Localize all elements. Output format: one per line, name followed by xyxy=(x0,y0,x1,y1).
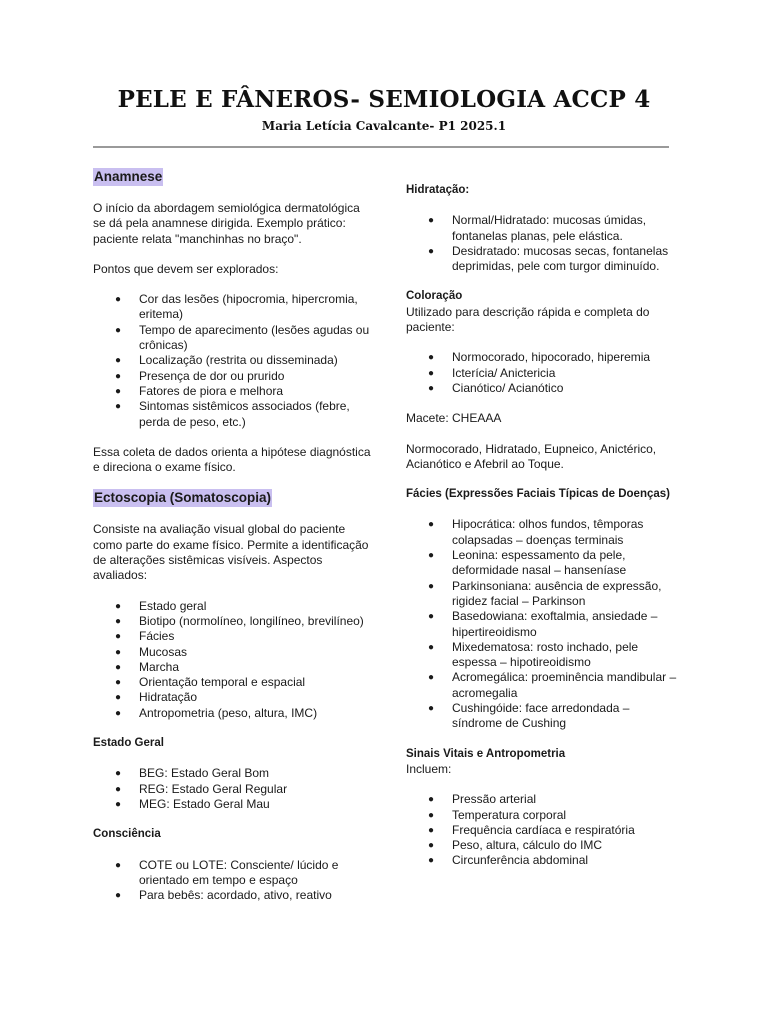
bullet-icon: ● xyxy=(115,677,122,689)
bullet-icon: ● xyxy=(428,611,435,623)
list-item: ● Circunferência abdominal xyxy=(428,853,589,868)
bullet-icon: ● xyxy=(115,890,122,902)
bullet-icon: ● xyxy=(428,824,435,836)
list-item: ● Estado geral xyxy=(115,598,207,613)
anamnese-intro: O início da abordagem semiológica dermatológica se dá pela anamnese dirigida. Exemplo prático: paciente relata "manchinhas no braço". xyxy=(93,201,360,246)
anamnese-outro: Essa coleta de dados orienta a hipótese diagnóstica e direciona o exame físico. xyxy=(93,444,371,475)
bullet-icon: ● xyxy=(115,646,122,658)
section-heading-ectoscopia: Ectoscopia (Somatoscopia) xyxy=(94,490,272,506)
subheading-estado-geral: Estado Geral xyxy=(93,737,164,750)
list-item: ● Orientação temporal e espacial xyxy=(115,675,306,690)
bullet-icon: ● xyxy=(115,661,122,673)
bullet-icon: ● xyxy=(115,324,122,336)
list-item: ● Para bebês: acordado, ativo, reativo xyxy=(115,888,332,903)
list-item: ● Mixedematosa: rosto inchado, pele espessa – hipotireoidismo xyxy=(428,639,639,670)
bullet-icon: ● xyxy=(115,707,122,719)
list-item: ● Biotipo (normolíneo, longilíneo, brevilíneo) xyxy=(115,613,364,628)
list-item: ● REG: Estado Geral Regular xyxy=(115,781,288,796)
bullet-icon: ● xyxy=(428,641,435,653)
right-column xyxy=(406,183,682,869)
list-item: ● Localização (restrita ou disseminada) xyxy=(115,353,338,368)
subheading-consciencia: Consciência xyxy=(93,828,161,841)
subheading-sinais-vitais: Sinais Vitais e Antropometria xyxy=(406,747,566,760)
list-item: ● Frequência cardíaca e respiratória xyxy=(428,822,635,837)
list-item: ● Acromegálica: proeminência mandibular – acromegalia xyxy=(428,670,677,700)
bullet-icon: ● xyxy=(115,783,122,795)
list-item: ● Parkinsoniana: ausência de expressão, rigidez facial – Parkinson xyxy=(428,578,662,608)
anamnese-points-label: Pontos que devem ser explorados: xyxy=(93,261,279,276)
document-subtitle: Maria Letícia Cavalcante- P1 2025.1 xyxy=(261,119,507,133)
list-item: ● Normocorado, hipocorado, hiperemia xyxy=(428,350,651,365)
list-item: ● Tempo de aparecimento (lesões agudas ou crônicas) xyxy=(115,322,370,353)
bullet-icon: ● xyxy=(428,703,435,715)
bullet-icon: ● xyxy=(115,859,122,871)
bullet-icon: ● xyxy=(428,794,435,806)
bullet-icon: ● xyxy=(428,367,435,379)
list-item: ● Cor das lesões (hipocromia, hipercromia, eritema) xyxy=(115,292,358,322)
list-item: ● Sintomas sistêmicos associados (febre, perda de peso, etc.) xyxy=(115,399,350,429)
bullet-icon: ● xyxy=(115,401,122,413)
bullet-icon: ● xyxy=(428,550,435,562)
ectoscopia-intro: Consiste na avaliação visual global do paciente como parte do exame físico. Permite a identificação de alterações sistêmicas visíveis. Aspectos avaliados: xyxy=(93,522,369,583)
list-item: ● Basedowiana: exoftalmia, ansiedade – hipertireoidismo xyxy=(428,609,658,639)
title-divider xyxy=(93,146,669,148)
bullet-icon: ● xyxy=(115,355,122,367)
list-item: ● Fácies xyxy=(115,629,175,644)
list-item: ● Leonina: espessamento da pele, deformidade nasal – hanseníase xyxy=(428,548,627,578)
list-item: ● Marcha xyxy=(115,659,180,674)
sinais-vitais-list xyxy=(406,792,682,868)
bullet-icon: ● xyxy=(428,215,435,227)
bullet-icon: ● xyxy=(428,672,435,684)
section-heading-anamnese: Anamnese xyxy=(94,169,163,184)
list-item: ● Antropometria (peso, altura, IMC) xyxy=(115,705,318,720)
bullet-icon: ● xyxy=(428,855,435,867)
bullet-icon: ● xyxy=(428,840,435,852)
bullet-icon: ● xyxy=(428,580,435,592)
anamnese-points-list xyxy=(93,292,373,430)
list-item: ● Hipocrática: olhos fundos, têmporas colapsadas – doenças terminais xyxy=(428,517,644,547)
bullet-icon: ● xyxy=(115,768,122,780)
hidratacao-list xyxy=(406,213,682,274)
list-item: ● Icterícia/ Anictericia xyxy=(428,365,556,380)
coloracao-list xyxy=(406,350,682,396)
list-item: ● MEG: Estado Geral Mau xyxy=(115,796,270,811)
list-item: ● Desidratado: mucosas secas, fontanelas deprimidas, pele com turgor diminuído. xyxy=(428,243,669,274)
document-title: PELE E FÂNEROS- SEMIOLOGIA ACCP 4 xyxy=(117,86,651,113)
bullet-icon: ● xyxy=(115,631,122,643)
coloracao-intro: Utilizado para descrição rápida e completa do paciente: xyxy=(406,304,650,335)
estado-geral-list xyxy=(93,766,373,812)
subheading-hidratacao: Hidratação: xyxy=(406,184,470,196)
ectoscopia-list xyxy=(93,599,373,721)
bullet-icon: ● xyxy=(115,798,122,810)
bullet-icon: ● xyxy=(428,809,435,821)
list-item: ● Peso, altura, cálculo do IMC xyxy=(428,838,603,853)
bullet-icon: ● xyxy=(115,370,122,382)
subheading-coloracao: Coloração xyxy=(406,290,463,303)
bullet-icon: ● xyxy=(428,519,435,531)
list-item: ● Cianótico/ Acianótico xyxy=(428,380,564,395)
list-item: ● Temperatura corporal xyxy=(428,807,567,822)
list-item: ● Presença de dor ou prurido xyxy=(115,368,285,383)
bullet-icon: ● xyxy=(428,382,435,394)
list-item: ● Cushingóide: face arredondada – síndrome de Cushing xyxy=(428,701,630,731)
facies-list xyxy=(406,517,682,731)
bullet-icon: ● xyxy=(115,294,122,306)
bullet-icon: ● xyxy=(428,352,435,364)
sinais-vitais-intro: Incluem: xyxy=(406,761,452,776)
list-item: ● COTE ou LOTE: Consciente/ lúcido e orientado em tempo e espaço xyxy=(115,857,339,887)
bullet-icon: ● xyxy=(115,615,122,627)
bullet-icon: ● xyxy=(115,692,122,704)
list-item: ● Hidratação xyxy=(115,690,198,705)
list-item: ● Fatores de piora e melhora xyxy=(115,383,284,398)
list-item: ● Pressão arterial xyxy=(428,792,537,807)
list-item: ● Normal/Hidratado: mucosas úmidas, fontanelas planas, pele elástica. xyxy=(428,213,647,243)
list-item: ● BEG: Estado Geral Bom xyxy=(115,766,270,781)
bullet-icon: ● xyxy=(428,245,435,257)
list-item: ● Mucosas xyxy=(115,644,188,659)
coloracao-macete: Macete: CHEAAA xyxy=(406,411,502,426)
bullet-icon: ● xyxy=(115,600,122,612)
bullet-icon: ● xyxy=(115,385,122,397)
coloracao-macete-expansion: Normocorado, Hidratado, Eupneico, Anictérico, Acianótico e Afebril ao Toque. xyxy=(406,441,657,471)
subheading-facies: Fácies (Expressões Faciais Típicas de Doenças) xyxy=(406,488,670,501)
left-column xyxy=(93,168,373,903)
consciencia-list xyxy=(93,858,373,904)
